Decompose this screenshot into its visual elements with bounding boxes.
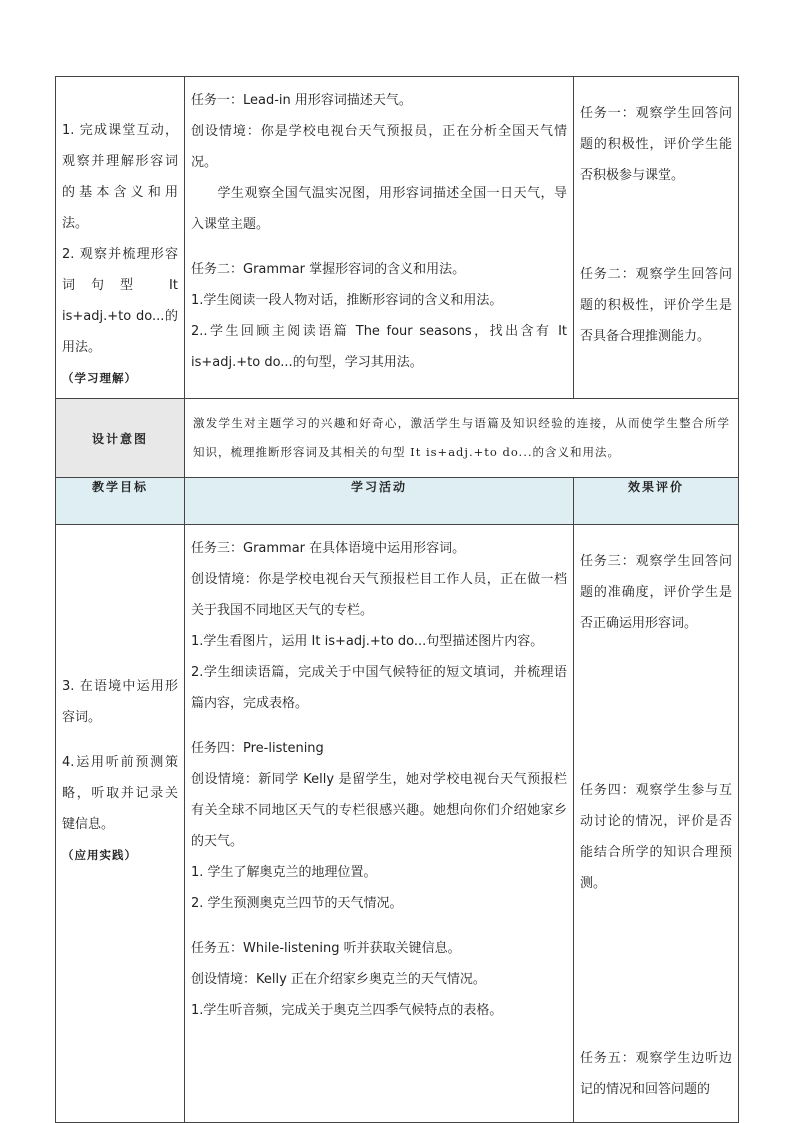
goal-text-4: 4.运用听前预测策略，听取并记录关键信息。 [62, 755, 178, 832]
goal-text-2: 2. 观察并梳理形容词句型 It is+adj.+to do...的用法。 [62, 247, 178, 355]
header-teaching-goals: 教学目标 [56, 478, 185, 525]
task2-item1: 1.学生阅读一段人物对话，推断形容词的含义和用法。 [191, 293, 503, 308]
eval-task1: 任务一：观察学生回答问题的积极性，评价学生能否积极参与课堂。 [580, 106, 732, 183]
eval-task5: 任务五：观察学生边听边记的情况和回答问题的 [580, 1051, 732, 1097]
task2-item2: 2..学生回顾主阅读语篇 The four seasons，找出含有 It is+adj.+to do...的句型，学习其用法。 [191, 324, 567, 370]
activity-cell-1 [185, 77, 574, 399]
eval-task4: 任务四：观察学生参与互动讨论的情况，评价是否能结合所学的知识合理预测。 [580, 783, 732, 891]
design-intent-text: 激发学生对主题学习的兴趣和好奇心，激活学生与语篇及知识经验的连接，从而使学生整合所学知识，梳理推断形容词及其相关的句型 It is+adj.+to do...的含义和用法。 [193, 416, 730, 459]
task4-item1: 1. 学生了解奥克兰的地理位置。 [191, 865, 377, 880]
table-row-application-practice [56, 525, 739, 1123]
activity-cell-2 [185, 525, 574, 1123]
design-intent-cell [185, 399, 739, 478]
header-effect-evaluation: 效果评价 [574, 478, 739, 525]
task4-item2: 2. 学生预测奥克兰四节的天气情况。 [191, 896, 403, 911]
task2-title: 任务二：Grammar 掌握形容词的含义和用法。 [191, 262, 466, 277]
task3-scene: 创设情境：你是学校电视台天气预报栏目工作人员，正在做一档关于我国不同地区天气的专栏。 [191, 572, 567, 618]
eval-task3: 任务三：观察学生回答问题的准确度，评价学生是否正确运用形容词。 [580, 554, 732, 631]
task5-scene: 创设情境：Kelly 正在介绍家乡奥克兰的天气情况。 [191, 972, 486, 987]
eval-cell-2 [574, 525, 739, 1123]
task5-title: 任务五：While-listening 听并获取关键信息。 [191, 941, 461, 956]
task3-title: 任务三：Grammar 在具体语境中运用形容词。 [191, 541, 466, 556]
header-learning-activities: 学习活动 [185, 478, 574, 525]
lesson-plan-table [55, 76, 739, 1123]
table-row-learning-understanding [56, 77, 739, 399]
goal-cell-2 [56, 525, 185, 1123]
goal-cell-1 [56, 77, 185, 399]
task3-item2: 2.学生细读语篇，完成关于中国气候特征的短文填词，并梳理语篇内容，完成表格。 [191, 665, 567, 711]
eval-task2: 任务二：观察学生回答问题的积极性，评价学生是否具备合理推测能力。 [580, 267, 732, 344]
task3-item1: 1.学生看图片，运用 It is+adj.+to do...句型描述图片内容。 [191, 634, 544, 649]
eval-cell-1 [574, 77, 739, 399]
goal-tag-1: （学习理解） [62, 371, 137, 385]
task4-scene: 创设情境：新同学 Kelly 是留学生，她对学校电视台天气预报栏有关全球不同地区天气的专栏很感兴趣。她想向你们介绍她家乡的天气。 [191, 772, 567, 849]
goal-text-3: 3. 在语境中运用形容词。 [62, 679, 178, 725]
task4-title: 任务四：Pre-listening [191, 741, 324, 756]
goal-tag-2: （应用实践） [62, 848, 137, 862]
task1-title: 任务一：Lead-in 用形容词描述天气。 [191, 93, 412, 108]
goal-text-1: 1. 完成课堂互动，观察并理解形容词的基本含义和用法。 [62, 123, 178, 231]
task1-detail: 学生观察全国气温实况图，用形容词描述全国一日天气，导入课堂主题。 [191, 186, 567, 232]
task5-item1: 1.学生听音频，完成关于奥克兰四季气候特点的表格。 [191, 1003, 503, 1018]
table-header-row [56, 478, 739, 525]
table-row-design-intent [56, 399, 739, 478]
design-intent-label: 设计意图 [56, 399, 185, 478]
task1-scene: 创设情境：你是学校电视台天气预报员，正在分析全国天气情况。 [191, 124, 567, 170]
